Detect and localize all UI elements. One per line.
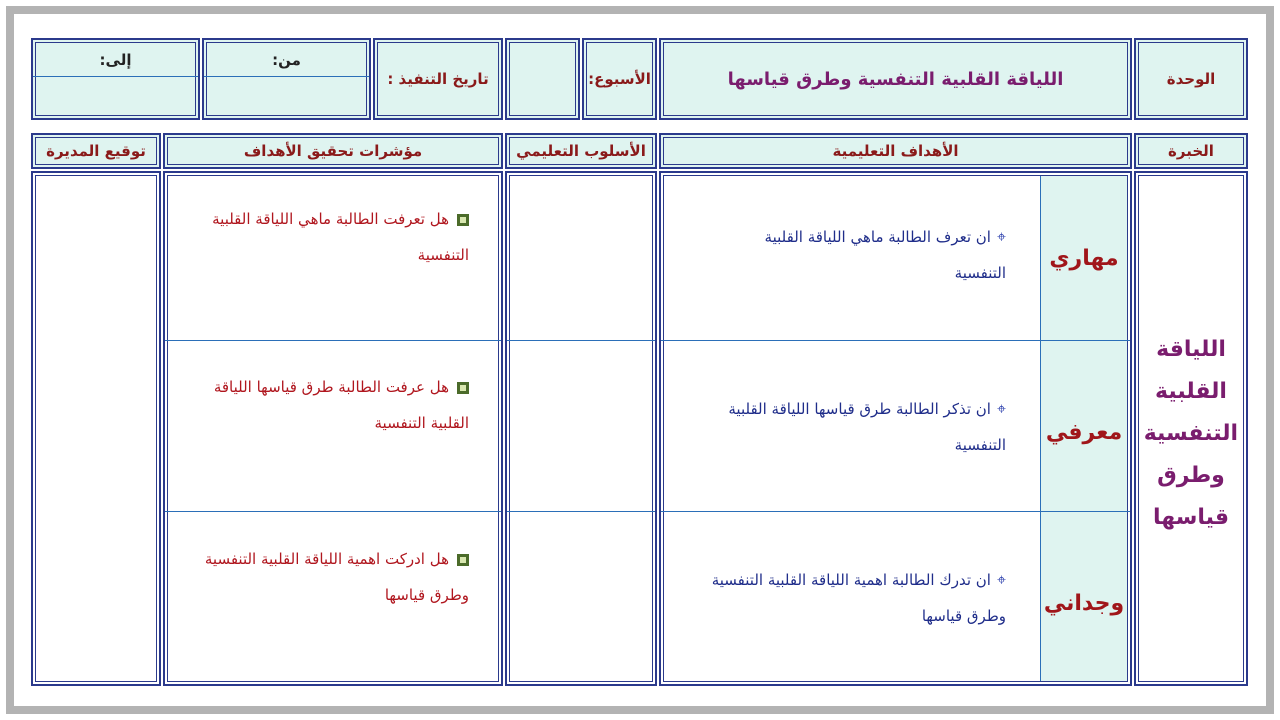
experience-body [1134,171,1248,686]
col-method [505,133,657,169]
col-objectives [659,133,1132,169]
unit-title-cell [659,38,1132,120]
col-objectives-label: الأهداف التعليمية [832,142,959,160]
col-indicators-label: مؤشرات تحقيق الأهداف [243,142,423,160]
objectives-body [659,171,1132,686]
square-bullet-icon [457,554,469,566]
to-label-wrap [33,40,198,80]
week-label-cell [582,38,657,120]
category-row-2: معرفي [1045,419,1123,445]
unit-title: اللياقة القلبية التنفسية وطرق قياسها [727,68,1064,90]
col-experience [1134,133,1248,169]
week-label: الأسبوع: [588,70,651,88]
method-row-divider-2 [507,511,655,512]
indicator-row-2 [179,369,469,441]
experience-text: اللياقة القلبية التنفسية وطرق قياسها [1143,337,1238,530]
indicators-row-divider-1 [165,340,501,341]
square-bullet-icon [457,214,469,226]
col-method-label: الأسلوب التعليمي [516,142,646,160]
crosshair-icon: ⌖ [996,399,1006,418]
objective-row-1 [716,219,1006,291]
indicator-row-1 [169,201,469,273]
from-label: من: [272,51,301,69]
unit-label-cell [1134,38,1248,120]
unit-label: الوحدة [1166,70,1216,88]
category-row-3: وجداني [1043,590,1125,616]
from-divider [204,76,369,77]
category-row-1: مهاري [1049,245,1119,271]
crosshair-icon: ⌖ [996,570,1006,589]
from-cell [202,38,371,120]
objectives-row-divider-1 [661,340,1130,341]
indicators-body [163,171,503,686]
crosshair-icon: ⌖ [996,227,1006,246]
objective-row-3 [676,562,1006,634]
square-bullet-icon [457,382,469,394]
indicator-row-2-text: هل عرفت الطالبة طرق قياسها اللياقة القلبية التنفسية [213,378,469,432]
objective-row-1-text: ان تعرف الطالبة ماهي اللياقة القلبية التنفسية [764,228,1006,282]
to-label: إلى: [99,51,132,69]
col-indicators [163,133,503,169]
to-divider [33,76,198,77]
method-row-divider-1 [507,340,655,341]
exec-date-label: تاريخ التنفيذ : [387,70,489,88]
indicator-row-3-text: هل ادركت اهمية اللياقة القلبية التنفسية وطرق قياسها [204,550,469,604]
col-experience-label: الخبرة [1168,142,1214,160]
from-label-wrap [204,40,369,80]
signature-body [31,171,161,686]
week-value-cell [505,38,580,120]
objective-row-2-text: ان تذكر الطالبة طرق قياسها اللياقة القلبية التنفسية [728,400,1006,454]
indicator-row-1-text: هل تعرفت الطالبة ماهي اللياقة القلبية التنفسية [212,210,469,264]
objective-row-2 [686,391,1006,463]
to-cell [31,38,200,120]
indicators-row-divider-2 [165,511,501,512]
objectives-row-divider-2 [661,511,1130,512]
indicator-row-3 [169,541,469,613]
objective-row-3-text: ان تدرك الطالبة اهمية اللياقة القلبية التنفسية وطرق قياسها [711,571,1006,625]
col-signature [31,133,161,169]
method-body [505,171,657,686]
exec-date-label-cell [373,38,503,120]
col-signature-label: توقيع المديرة [46,142,146,160]
